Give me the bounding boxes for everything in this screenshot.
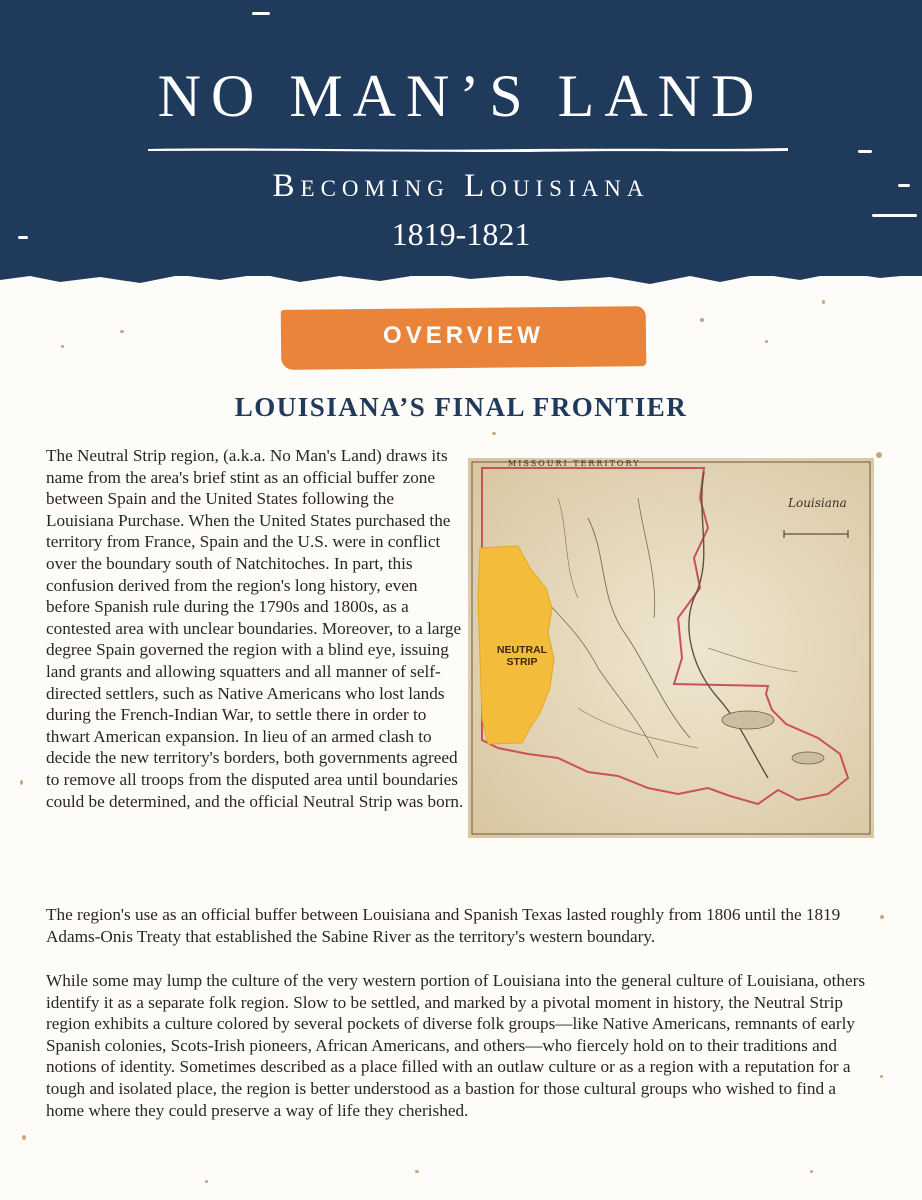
neutral-strip-label-line2: STRIP [506,656,538,668]
paper-speck [22,1135,26,1140]
section-heading: LOUISIANA’S FINAL FRONTIER [234,392,688,422]
historical-map [468,458,874,838]
banner-torn-edge [0,262,922,292]
paper-speck [880,1075,883,1078]
neutral-strip-label-line1: NEUTRAL [496,644,548,656]
brush-dash [252,12,270,15]
paper-speck [120,330,124,333]
treaty-paragraph: The region's use as an official buffer between Louisiana and Spanish Texas lasted roughly from 1806 until the 1819 Adams-Onis Treaty that established the Sabine River as the territory's western boundary. [46,905,841,946]
paper-speck [492,432,496,435]
paper-speck [205,1180,208,1183]
paper-speck [822,300,825,304]
title-underline [148,146,788,152]
overview-label: OVERVIEW [383,322,544,349]
neutral-strip-label [486,644,558,668]
paper-speck [876,452,882,458]
brush-dash [858,150,872,153]
page-subtitle: Becoming Louisiana [272,168,650,204]
map-header-label: MISSOURI TERRITORY [508,459,641,468]
paper-speck [810,1170,813,1173]
paper-speck [20,780,23,785]
intro-paragraph: The Neutral Strip region, (a.k.a. No Man's Land) draws its name from the area's brief stint as an official buffer zone between Spain and the United States following the Louisiana Purchase. When the United States purchased the territory from France, Spain and the U.S. were in conflict over the boundary south of Natchitoches. In part, this confusion derived from the region's long history, even before Spanish rule during the 1790s and 1800s, as a contested area with unclear boundaries. Moreover, to a large degree Spain governed the region with a blind eye, issuing land grants and allowing squatters and all manner of self-directed settlers, such as Native Americans who lost lands during the French-Indian War, to settle there in order to thwart American expansion. In lieu of an armed clash to decide the new territory's borders, both governments agreed to remove all troops from the disputed area until boundaries could be determined, and the official Neutral Strip was born. [46,446,464,811]
paper-speck [61,345,64,348]
date-range: 1819-1821 [391,216,531,252]
map-title: Louisiana [788,496,847,510]
paper-speck [700,318,704,322]
paper-speck [765,340,768,343]
page-title: NO MAN’S LAND [157,63,765,129]
culture-paragraph: While some may lump the culture of the very western portion of Louisiana into the general culture of Louisiana, others identify it as a separate folk region. Slow to be settled, and marked by a pivotal moment in history, the Neutral Strip region exhibits a culture colored by several pockets of diverse folk groups—like Native Americans, remnants of early Spanish colonies, Scots-Irish pioneers, African Americans, and others—who fiercely hold on to their traditions and notions of identity. Sometimes described as a place filled with an outlaw culture or as a region with a reputation for a tough and isolated place, the region is better understood as a bastion for those cultural groups who wished to find a home where they could preserve a way of life they cherished. [46,971,866,1120]
paper-speck [880,915,884,919]
paper-speck [415,1170,419,1173]
